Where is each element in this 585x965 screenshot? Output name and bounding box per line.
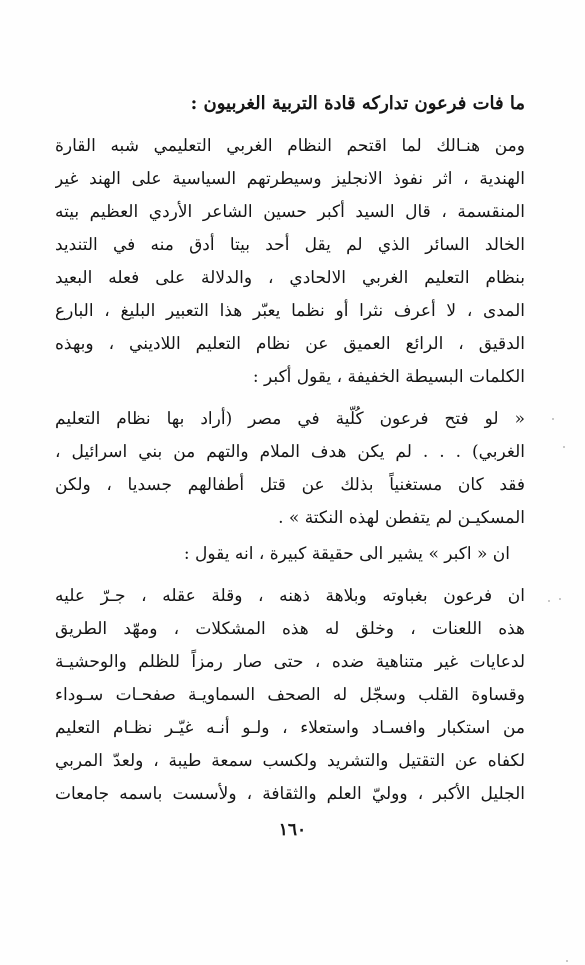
quote-line: الغربي) . . . لم يكن هدف الملام والتهم من بني اسرائيل ،	[55, 442, 525, 462]
paragraph-line: بنظام التعليم الغربي الالحادي ، والدلالة على فعله البعيد	[55, 268, 525, 288]
paper-speck	[566, 960, 568, 962]
intro-line: ان « اكبر » يشير الى حقيقة كبيرة ، انه يقول :	[183, 544, 510, 564]
paper-speck	[548, 600, 550, 602]
paragraph-line: المدى ، لا أعرف نثرا أو نظما يعبّر هذا التعبير البليغ ، البارع	[55, 301, 525, 321]
paragraph-line: الهندية ، اثر نفوذ الانجليز وسيطرتهم السياسية على الهند غير	[55, 169, 525, 189]
page-number: ١٦٠	[278, 820, 307, 840]
quote-line: فقد كان مستغنياً بذلك عن قتل أطفالهم جسديا ، ولكن	[55, 475, 525, 495]
paragraph-line: الخالد السائر الذي لم يقل أحد بيتا أدق منه في التنديد	[55, 235, 525, 255]
section-heading: ما فات فرعون تداركه قادة التربية الغربيون :	[190, 93, 525, 114]
paragraph-line: الكلمات البسيطة الخفيفة ، يقول أكبر :	[252, 367, 525, 387]
paragraph-line: وقساوة القلب وسجّل له الصحف السماويـة صفحـات سـوداء	[55, 685, 525, 705]
paper-speck	[559, 598, 561, 600]
paper-speck	[563, 446, 565, 448]
paragraph-line: لدعايات غير متناهية ضده ، حتى صار رمزاً للظلم والوحشيـة	[55, 652, 525, 672]
quote-line: المسكيـن لم يتفطن لهذه النكتة » .	[278, 508, 525, 528]
paragraph-line: ومن هنـالك لما اقتحم النظام الغربي التعليمي شبه القارة	[55, 136, 525, 156]
paragraph-line: ان فرعون بغباوته وبلاهة ذهنه ، وقلة عقله ، جـرّ عليه	[55, 586, 525, 606]
paragraph-line: هذه اللعنات ، وخلق له هذه المشكلات ، ومهّد الطريق	[55, 619, 525, 639]
paragraph-line: الدقيق ، الرائع العميق عن نظام التعليم اللاديني ، وبهذه	[55, 334, 525, 354]
quote-line: « لو فتح فرعون كُلّية في مصر (أراد بها نظام التعليم	[55, 409, 525, 429]
paper-speck	[552, 418, 554, 420]
paragraph-line: الجليل الأكبر ، ووليّ العلم والثقافة ، ولأسست باسمه جامعات	[55, 784, 525, 804]
paragraph-line: من استكبار وافسـاد واستعلاء ، ولـو أنـه غيّـر نظـام التعليم	[55, 718, 525, 738]
paragraph-line: المنقسمة ، قال السيد أكبر حسين الشاعر الأردي العظيم بيته	[55, 202, 525, 222]
paragraph-line: لكفاه عن التقتيل والتشريد ولكسب سمعة طيبة ، ولعدّ المربي	[55, 751, 525, 771]
